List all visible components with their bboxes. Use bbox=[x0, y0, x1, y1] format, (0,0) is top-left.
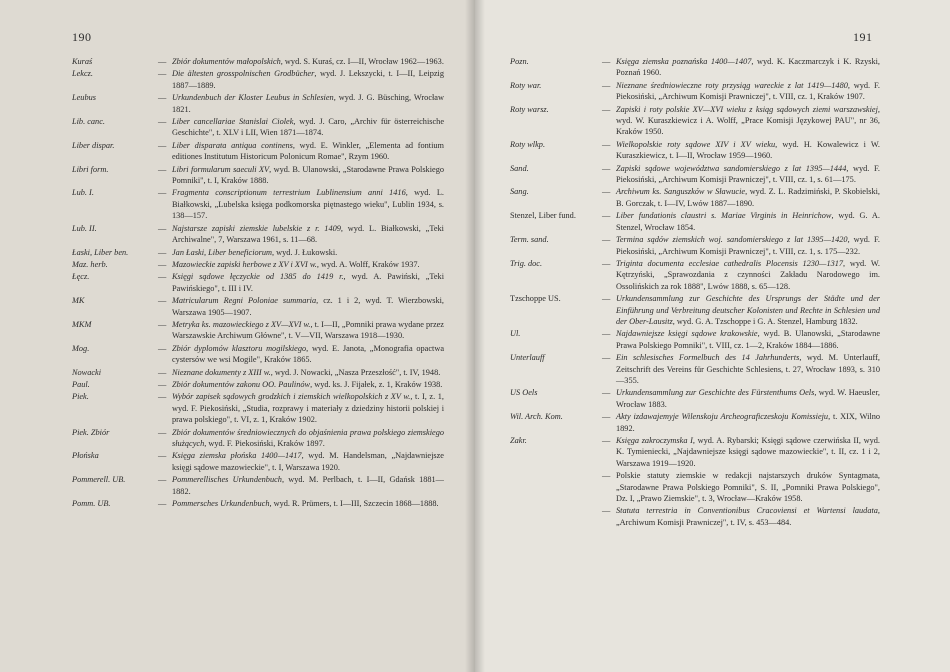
entry-details: , wyd. S. Kuraś, cz. I—II, Wrocław 1962—1963. bbox=[280, 57, 444, 66]
entry-dash: — bbox=[158, 164, 167, 174]
entry-abbreviation: Stenzel, Liber fund. bbox=[510, 211, 576, 221]
entry-title: Statuta terrestria in Conventionibus Cracoviensi et Wartensi laudata bbox=[616, 506, 878, 516]
entry-dash: — bbox=[158, 475, 167, 485]
entry-abbreviation: Lekcz. bbox=[72, 69, 93, 79]
entry-description bbox=[172, 367, 444, 378]
entry-details: , wyd. M. Handelsman, „Najdawniejsze księgi sądowe mazowieckie", t. I, Warszawa 1920. bbox=[172, 451, 444, 472]
bibliography-entry bbox=[72, 116, 444, 139]
bibliography-entry bbox=[510, 258, 880, 292]
entry-title: Zbiór dyplomów klasztoru mogilskiego bbox=[172, 343, 307, 353]
entry-dash: — bbox=[158, 247, 167, 257]
entry-details: , wyd. H. Kowalewicz i W. Kuraszkiewicz, t. I—II, Wrocław 1959—1960. bbox=[616, 139, 880, 161]
entry-dash: — bbox=[602, 235, 611, 245]
entry-title: Libri formularum saeculi XV bbox=[172, 164, 270, 174]
entry-abbreviation: Łęcz. bbox=[72, 272, 90, 282]
bibliography-entry bbox=[510, 470, 880, 504]
bibliography-entry bbox=[72, 450, 444, 473]
entry-details: , wyd. J. Lekszycki, t. I—II, Leipzig 1887—1889. bbox=[172, 69, 444, 90]
bibliography-entry bbox=[72, 187, 444, 221]
bibliography-entry bbox=[510, 234, 880, 257]
entry-details: , wyd. ks. J. Fijałek, z. 1, Kraków 1938. bbox=[310, 379, 443, 389]
entry-dash: — bbox=[158, 379, 167, 389]
entry-title: Akty izdawajemyje Wilenskoju Archeograficzeskoju Komissieju bbox=[616, 412, 829, 422]
entry-description bbox=[616, 104, 880, 138]
entry-description bbox=[172, 164, 444, 187]
entry-abbreviation: Wil. Arch. Kom. bbox=[510, 412, 563, 422]
entry-dash: — bbox=[602, 187, 611, 197]
bibliography-entry bbox=[72, 319, 444, 342]
entry-details: , wyd. B. Ulanowski, „Starodawne Prawa Polskiego Pomniki", t. I, Kraków 1888. bbox=[172, 164, 444, 186]
entry-title: Liber fundationis claustri s. Mariae Virginis in Heinrichow bbox=[616, 211, 832, 221]
entry-dash: — bbox=[602, 57, 611, 66]
entry-dash: — bbox=[602, 471, 611, 481]
entry-description bbox=[616, 435, 880, 469]
entry-abbreviation: Płońska bbox=[72, 451, 99, 461]
entry-description bbox=[616, 210, 880, 233]
page-number-right: 191 bbox=[853, 30, 873, 44]
bibliography-entry bbox=[510, 352, 880, 386]
entry-details: , wyd. W. Kętrzyński, „Sprawozdania z czynności Zakładu Narodowego im. Ossolińskich za rok 1888", Lwów 1888, s. 65—128. bbox=[616, 258, 880, 291]
entry-abbreviation: Leubus bbox=[72, 93, 96, 103]
entry-abbreviation: Mog. bbox=[72, 343, 90, 353]
entry-description bbox=[616, 258, 880, 292]
entry-details: , wyd. L. Białkowski, „Teki Archiwalne", 7, Warszawa 1961, s. 11—68. bbox=[172, 223, 444, 245]
entry-abbreviation: Tzschoppe US. bbox=[510, 294, 561, 304]
entry-title: Najdawniejsze księgi sądowe krakowskie bbox=[616, 329, 758, 339]
entry-description bbox=[172, 498, 444, 509]
bibliography-entry bbox=[72, 343, 444, 366]
entry-title: Najstarsze zapiski ziemskie lubelskie z r. 1409 bbox=[172, 223, 341, 233]
entry-title: Urkundensammlung zur Geschichte des Fürstenthums Oels bbox=[616, 388, 815, 398]
entry-description bbox=[616, 139, 880, 162]
entry-details: , wyd. B. Ulanowski, „Starodawne Prawa Polskiego Pomniki", t. VIII, cz. 1—2, Kraków 1884—1886. bbox=[616, 329, 880, 350]
entry-title: Księga ziemska płońska 1400—1417 bbox=[172, 451, 302, 461]
entry-description bbox=[172, 116, 444, 139]
bibliography-entry bbox=[510, 80, 880, 103]
entry-details: , wyd. M. Perlbach, t. I—II, Gdańsk 1881—1882. bbox=[172, 475, 444, 496]
entry-title: Jan Łaski, Liber beneficiorum bbox=[172, 247, 273, 257]
bibliography-entry bbox=[510, 163, 880, 186]
bibliography-entry bbox=[72, 92, 444, 115]
entry-abbreviation: Maz. herb. bbox=[72, 259, 108, 269]
entry-description bbox=[616, 411, 880, 434]
entry-abbreviation: Libri form. bbox=[72, 164, 109, 174]
entry-description bbox=[616, 186, 880, 209]
bibliography-entry bbox=[510, 186, 880, 209]
entry-abbreviation: Lub. I. bbox=[72, 188, 94, 198]
entry-abbreviation: Ul. bbox=[510, 329, 521, 339]
entry-title: Nieznane średniowieczne roty przysiąg wareckie z lat 1419—1480 bbox=[616, 80, 848, 90]
entry-details: , wyd. W. Kuraszkiewicz i A. Wolff, „Prace Komisji Językowej PAU", nr 36, Kraków 1950. bbox=[616, 104, 880, 137]
entry-description bbox=[172, 140, 444, 163]
entry-description bbox=[172, 68, 444, 91]
entry-description bbox=[616, 56, 880, 79]
bibliography-entry bbox=[72, 140, 444, 163]
entry-abbreviation: Zakr. bbox=[510, 436, 527, 445]
entry-description bbox=[172, 295, 444, 318]
entry-details: , wyd. W. Haeusler, Wrocław 1883. bbox=[616, 388, 880, 409]
entry-dash: — bbox=[158, 140, 167, 150]
entry-dash: — bbox=[602, 294, 611, 304]
entry-title: Matricularum Regni Poloniae summaria bbox=[172, 296, 317, 306]
entry-description bbox=[616, 80, 880, 103]
entry-abbreviation: Kuraś bbox=[72, 57, 93, 66]
entry-dash: — bbox=[602, 139, 611, 149]
bibliography-entry bbox=[72, 295, 444, 318]
entry-dash: — bbox=[602, 353, 611, 363]
entry-title: Wybór zapisek sądowych grodzkich i ziemskich wielkopolskich z XV w. bbox=[172, 392, 411, 402]
entry-title: Wielkopolskie roty sądowe XIV i XV wieku bbox=[616, 139, 776, 149]
bibliography-entry bbox=[72, 271, 444, 294]
bibliography-entry bbox=[510, 435, 880, 469]
entry-details: , wyd. K. Kaczmarczyk i K. Rzyski, Poznań 1960. bbox=[616, 57, 880, 78]
entry-description bbox=[172, 379, 444, 390]
page-number-left: 190 bbox=[72, 30, 92, 44]
entry-details: , wyd. A. Wolff, Kraków 1937. bbox=[316, 259, 420, 269]
entry-details: , wyd. F. Piekosiński, „Archiwum Komisji Prawniczej", t. VIII, cz. 1, s. 61—175. bbox=[616, 163, 880, 185]
entry-abbreviation: Pommerell. UB. bbox=[72, 475, 126, 485]
entry-title: Księga ziemska poznańska 1400—1407 bbox=[616, 57, 752, 66]
entry-title: Księga zakroczymska I bbox=[616, 436, 693, 445]
entry-dash: — bbox=[158, 296, 167, 306]
bibliography-entry bbox=[72, 259, 444, 270]
entry-abbreviation: Trig. doc. bbox=[510, 258, 543, 268]
bibliography-entry bbox=[72, 68, 444, 91]
bibliography-entry bbox=[72, 247, 444, 258]
entry-details: , wyd. J. G. Büsching, Wrocław 1821. bbox=[172, 93, 444, 114]
entry-description bbox=[616, 328, 880, 351]
entry-description bbox=[172, 247, 444, 258]
entry-title: Archiwum ks. Sanguszków w Sławucie bbox=[616, 187, 746, 197]
entry-dash: — bbox=[602, 388, 611, 398]
entry-dash: — bbox=[158, 392, 167, 402]
entry-description bbox=[616, 352, 880, 386]
entry-details: , t. I—II, „Pomniki prawa wydane przez Warszawskie Archiwum Główne", t. V—VII, Warszawa 1918—1930. bbox=[172, 319, 444, 341]
entry-title: Ein schlesisches Formelbuch des 14 Jahrhunderts bbox=[616, 353, 800, 363]
entry-dash: — bbox=[158, 93, 167, 103]
entry-description bbox=[172, 187, 444, 221]
bibliography-entry bbox=[72, 427, 444, 450]
entry-abbreviation: Piek. bbox=[72, 392, 89, 402]
bibliography-entry bbox=[510, 293, 880, 327]
entry-title: Zbiór dokumentów zakonu OO. Paulinów bbox=[172, 379, 311, 389]
entry-description bbox=[616, 387, 880, 410]
bibliography-entry bbox=[510, 505, 880, 528]
page-gutter bbox=[465, 0, 485, 672]
bibliography-entry bbox=[72, 498, 444, 509]
entry-abbreviation: Unterlauff bbox=[510, 353, 545, 363]
right-page bbox=[475, 0, 950, 672]
entry-abbreviation: Piek. Zbiór bbox=[72, 427, 110, 437]
entry-title: Pommersches Urkundenbuch bbox=[172, 499, 270, 509]
entry-details: , wyd. L. Białkowski, „Lubelska księga podkomorska piętnastego wieku", Lublin 1934, s. 138—157. bbox=[172, 188, 444, 221]
entry-details: , wyd. J. Łukowski. bbox=[272, 247, 338, 257]
entry-abbreviation: Pozn. bbox=[510, 57, 529, 66]
bibliography-entry bbox=[72, 474, 444, 497]
entry-details: , wyd. A. Pawiński, „Teki Pawińskiego", t. III i IV. bbox=[172, 272, 444, 293]
entry-dash: — bbox=[158, 117, 167, 127]
entry-description bbox=[616, 234, 880, 257]
entry-description bbox=[172, 259, 444, 270]
entry-details: , wyd. F. Piekosiński, „Archiwum Komisji Prawniczej", t. VIII, cz. 1, Kraków 1907. bbox=[616, 80, 880, 102]
entry-dash: — bbox=[158, 343, 167, 353]
entry-details: , wyd. G. A. Stenzel, Wrocław 1854. bbox=[616, 211, 880, 232]
entry-abbreviation bbox=[510, 470, 602, 504]
entry-abbreviation: US Oels bbox=[510, 388, 538, 398]
entry-details: , wyd. G. A. Tzschoppe i G. A. Stenzel, Hamburg 1832. bbox=[672, 316, 858, 326]
entry-title: Termina sądów ziemskich woj. sandomierskiego z lat 1395—1420 bbox=[616, 235, 848, 245]
entry-details: , „Archiwum Komisji Prawniczej", t. IV, s. 453—484. bbox=[616, 506, 880, 527]
entry-details: , wyd. Z. L. Radzimiński, P. Skobielski, B. Gorczak, t. I—IV, Lwów 1887—1890. bbox=[616, 187, 881, 208]
entry-dash: — bbox=[602, 258, 611, 268]
entry-description bbox=[172, 427, 444, 450]
entry-dash: — bbox=[158, 57, 167, 66]
bibliography-entry bbox=[72, 391, 444, 425]
entry-abbreviation: Roty wlkp. bbox=[510, 139, 546, 149]
entry-details: , wyd. R. Prümers, t. I—III, Szczecin 1868—1888. bbox=[269, 499, 439, 509]
bibliography-entry bbox=[510, 139, 880, 162]
entry-abbreviation: Sang. bbox=[510, 187, 529, 197]
entry-abbreviation: Paul. bbox=[72, 379, 90, 389]
entry-dash: — bbox=[158, 427, 167, 437]
entry-abbreviation: Lib. canc. bbox=[72, 117, 105, 127]
bibliography-entry bbox=[510, 104, 880, 138]
entry-description bbox=[172, 474, 444, 497]
bibliography-entry bbox=[510, 328, 880, 351]
entry-description bbox=[172, 319, 444, 342]
entry-abbreviation bbox=[510, 505, 602, 528]
entry-title: Die ältesten grosspolnischen Grodbücher bbox=[172, 69, 315, 79]
entry-title: Zapiski sądowe województwa sandomierskiego z lat 1395—1444 bbox=[616, 163, 847, 173]
bibliography-entry bbox=[72, 379, 444, 390]
entry-dash: — bbox=[158, 451, 167, 461]
entry-details: , cz. 1 i 2, wyd. T. Wierzbowski, Warszawa 1905—1907. bbox=[172, 296, 444, 317]
entry-details: , wyd. M. Unterlauff, Zeitschrift des Vereins für Geschichte Schlesiens, t. 27, Wrocław 1893, s. 310—355. bbox=[616, 353, 881, 385]
entry-title: Pommerellisches Urkundenbuch bbox=[172, 475, 282, 485]
entry-title: Mazowieckie zapiski herbowe z XV i XVI w. bbox=[172, 259, 317, 269]
entry-dash: — bbox=[158, 272, 167, 282]
bibliography-entry bbox=[72, 223, 444, 246]
entry-title: Fragmenta conscriptionum terrestrium Lublinensium anni 1416 bbox=[172, 188, 406, 198]
entry-dash: — bbox=[602, 80, 611, 90]
entry-description bbox=[172, 223, 444, 246]
entry-description bbox=[616, 163, 880, 186]
entry-title: Zbiór dokumentów małopolskich bbox=[172, 57, 281, 66]
bibliography-entry bbox=[72, 164, 444, 187]
entry-title: Urkundenbuch der Kloster Leubus in Schlesien bbox=[172, 93, 334, 103]
entry-dash: — bbox=[602, 104, 611, 114]
bibliography-entry bbox=[72, 56, 444, 67]
entry-dash: — bbox=[158, 259, 167, 269]
entry-abbreviation: Roty warsz. bbox=[510, 104, 549, 114]
entry-details: , wyd. J. Caro, „Archiv für österreichische Geschichte", t. XLV i LII, Wien 1871—1874. bbox=[172, 117, 444, 138]
entry-abbreviation: Pomm. UB. bbox=[72, 499, 111, 509]
entry-title: Liber cancellariae Stanislai Ciolek bbox=[172, 117, 294, 127]
entry-abbreviation: Nowacki bbox=[72, 367, 102, 377]
bibliography-entry bbox=[510, 56, 880, 79]
entry-dash: — bbox=[158, 188, 167, 198]
entry-details: , wyd. E. Janota, „Monografia opactwa cystersów we wsi Mogile", Kraków 1865. bbox=[172, 343, 444, 365]
entry-description bbox=[616, 293, 880, 327]
entry-details: , wyd. F. Piekosiński, „Archiwum Komisji Prawniczej", t. VIII, cz. 1, s. 175—232. bbox=[616, 235, 880, 256]
entry-dash: — bbox=[602, 412, 611, 422]
entry-title: Urkundensammlung zur Geschichte des Ursprungs der Städte und der Einführung und Verbreitung deutscher Kolonisten und Rechte in Schlesien und der Ober-Lausitz bbox=[616, 294, 880, 326]
entry-dash: — bbox=[602, 436, 611, 445]
entry-dash: — bbox=[158, 499, 167, 509]
entry-details: , wyd. A. Rybarski; Księgi sądowe czerwińska II, wyd. K. Tymieniecki, „Najdawniejsze księgi sądowe mazowieckie", t. II, cz. 1 i 2, Warszawa 1919—1920. bbox=[616, 436, 880, 468]
bibliography-entry bbox=[510, 210, 880, 233]
entry-details: , wyd. F. Piekosiński, Kraków 1897. bbox=[204, 439, 325, 448]
entry-title: Nieznane dokumenty z XIII w. bbox=[172, 367, 271, 377]
entry-description bbox=[172, 450, 444, 473]
entry-abbreviation: Łaski, Liber ben. bbox=[72, 247, 129, 257]
entry-dash: — bbox=[602, 506, 611, 516]
entry-dash: — bbox=[158, 223, 167, 233]
entry-description bbox=[616, 505, 880, 528]
entry-title: Zapiski i roty polskie XV—XVI wieku z ksiąg sądowych ziemi warszawskiej bbox=[616, 104, 878, 114]
entry-abbreviation: Sand. bbox=[510, 163, 529, 173]
entry-title: Liber disparata antiqua continens bbox=[172, 140, 293, 150]
entry-details: , wyd. J. Nowacki, „Nasza Przeszłość", t. IV, 1948. bbox=[270, 367, 441, 377]
left-entries-list bbox=[72, 56, 444, 510]
entry-description bbox=[172, 92, 444, 115]
bibliography-entry bbox=[72, 367, 444, 378]
entry-title: Zbiór dokumentów średniowiecznych do objaśnienia prawa polskiego ziemskiego służących bbox=[172, 427, 444, 448]
entry-dash: — bbox=[158, 367, 167, 377]
entry-abbreviation: Term. sand. bbox=[510, 235, 549, 245]
entry-dash: — bbox=[158, 69, 167, 79]
entry-title: Triginta documenta ecclesiae cathedralis Plocensis 1230—1317 bbox=[616, 258, 844, 268]
entry-details: Polskie statuty ziemskie w redakcji najstarszych druków Syntagmata, „Starodawne Prawa Polskiego Pomniki", S. II, „Pomniki Prawa Polskiego", Dz. I, „Prawo Ziemskie", t. 3, Wrocław—Kraków 1958. bbox=[616, 471, 880, 504]
entry-dash: — bbox=[602, 329, 611, 339]
entry-abbreviation: Liber dispar. bbox=[72, 140, 115, 150]
entry-details: , t. I, z. 1, wyd. F. Piekosiński, „Studia, rozprawy i materiały z dziedziny historii polskiej i prawa polskiego", t. VI, z. 1, Kraków 1902. bbox=[172, 392, 444, 425]
entry-description bbox=[172, 391, 444, 425]
right-entries-list bbox=[510, 56, 880, 529]
entry-title: Księgi sądowe łęczyckie od 1385 do 1419 r. bbox=[172, 272, 344, 282]
entry-description bbox=[172, 343, 444, 366]
entry-abbreviation: MK bbox=[72, 296, 85, 306]
bibliography-entry bbox=[510, 387, 880, 410]
entry-abbreviation: Roty war. bbox=[510, 80, 542, 90]
entry-dash: — bbox=[602, 163, 611, 173]
bibliography-entry bbox=[510, 411, 880, 434]
entry-title: Metryka ks. mazowieckiego z XV—XVI w. bbox=[172, 319, 311, 329]
entry-abbreviation: MKM bbox=[72, 319, 92, 329]
entry-dash: — bbox=[602, 211, 611, 221]
entry-dash: — bbox=[158, 319, 167, 329]
entry-details: , wyd. E. Winkler, „Elementa ad fontium editiones Institutum Historicum Polonicum Romae", Rzym 1960. bbox=[172, 140, 444, 162]
entry-details: , t. XIX, Wilno 1892. bbox=[616, 412, 880, 433]
entry-abbreviation: Lub. II. bbox=[72, 223, 97, 233]
entry-description bbox=[172, 271, 444, 294]
entry-description bbox=[616, 470, 880, 504]
entry-description bbox=[172, 56, 444, 67]
